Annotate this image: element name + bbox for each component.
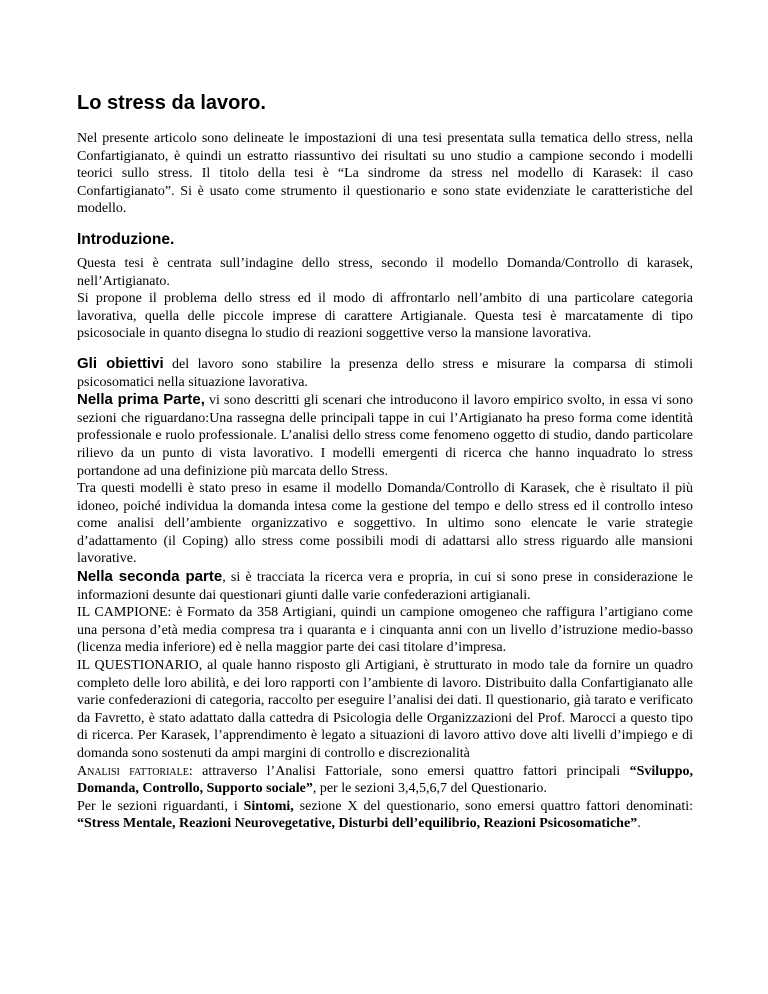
analisi-text-1: : attraverso l’Analisi Fattoriale, sono emersi quattro fattori principali <box>188 763 630 779</box>
intro-paragraph: Nel presente articolo sono delineate le impostazioni di una tesi presentata sulla tematica dello stress, nella Confartigianato, è quindi un estratto riassuntivo dei risultati su uno studio a campione secondo i modelli teorici sullo stress. Il titolo della tesi è “La sindrome da stress nel modello di Karasek: il caso Confartigianato”. Si è usato come strumento il questionario e sono state evidenziate le caratteristiche del modello. <box>77 131 693 217</box>
analisi-label: Analisi fattoriale <box>77 763 189 779</box>
sintomi-paragraph <box>77 798 693 833</box>
prima-parte-lead: Nella prima Parte, <box>77 391 205 409</box>
sintomi-text-2: sezione X del questionario, sono emersi quattro fattori denominati: <box>293 798 694 814</box>
obiettivi-lead: Gli obiettivi <box>77 354 164 372</box>
analisi-text-2: , per le sezioni 3,4,5,6,7 del Questionario. <box>312 781 547 797</box>
section-heading: Introduzione. <box>77 230 175 248</box>
analisi-factors: “Sviluppo, Domanda, Controllo, Supporto sociale” <box>77 763 693 797</box>
document-body <box>77 90 693 833</box>
obiettivi-paragraph <box>77 355 693 391</box>
seconda-parte-lead: Nella seconda parte <box>77 568 223 586</box>
seconda-parte-paragraph <box>77 568 693 604</box>
analisi-paragraph <box>77 763 693 798</box>
sintomi-label: Sintomi, <box>243 798 294 814</box>
section-paragraph-2: Si propone il problema dello stress ed il modo di affrontarlo nell’ambito di una particolare categoria lavorativa, quella delle piccole imprese di carattere Artigianale. Questa tesi è marcatamente di tipo psicosociale in quanto disegna lo studio di reazioni soggettive verso la mansione lavorativa. <box>77 291 693 342</box>
modelli-paragraph: Tra questi modelli è stato preso in esame il modello Domanda/Controllo di Karasek, che è risultato il più idoneo, poiché individua la domanda intesa come la gestione del tempo e dello stress ed il controllo inteso come analisi dell’ambiente organizzativo e soggettivo. In ultimo sono elencate le varie strategie d’adattamento (il Coping) allo stress come possibili modi di adattarsi allo stress riguardo alle mansioni lavorative. <box>77 481 693 567</box>
document-title: Lo stress da lavoro. <box>77 92 266 114</box>
sintomi-factors: “Stress Mentale, Reazioni Neurovegetative, Disturbi dell’equilibrio, Reazioni Psicosomatiche” <box>77 816 638 832</box>
obiettivi-text: del lavoro sono stabilire la presenza dello stress e misurare la comparsa di stimoli psicosomatici nella situazione lavorativa. <box>77 356 693 390</box>
campione-paragraph: IL CAMPIONE: è Formato da 358 Artigiani, quindi un campione omogeneo che raffigura l’artigiano come una persona d’età media compresa tra i quaranta e i cinquanta anni con un livello d’istruzione medio-basso (licenza media inferiore) ed è nella maggior parte dei casi titolare d’impresa. <box>77 605 693 656</box>
prima-parte-paragraph <box>77 391 693 480</box>
prima-parte-text: vi sono descritti gli scenari che introducono il lavoro empirico svolto, in essa vi sono sezioni che riguardano:Una rassegna delle principali tappe in cui l’Artigianato ha preso forma come identità professionale e ruolo professionale. L’analisi dello stress come fenomeno oggetto di studio, dando particolare rilievo da un punto di vista lavorativo. I modelli emergenti di ricerca che hanno inquadrato lo stress portandone ad una definizione più marcata dello Stress. <box>77 393 693 479</box>
questionario-paragraph: IL QUESTIONARIO, al quale hanno risposto gli Artigiani, è strutturato in modo tale da fornire un quadro completo delle loro abilità, e dei loro rapporti con l’ambiente di lavoro. Distribuito dalla Confartigianato alle varie confederazioni di categoria, raccolto per eseguire l’analisi dei dati. Il questionario, già tarato e verificato da Favretto, è stato adattato dalla cattedra di Psicologia delle Organizzazioni del Prof. Marocci a questo tipo di ricerca. Per Karasek, l’apprendimento è legato a situazioni di lavoro attivo dove alti livelli d’impiego e di domanda sono sostenuti da ampi margini di controllo e discrezionalità <box>77 658 693 761</box>
sintomi-end: . <box>637 816 641 832</box>
sintomi-text-1: Per le sezioni riguardanti, i <box>77 798 244 814</box>
seconda-parte-text: , si è tracciata la ricerca vera e propria, in cui si sono prese in considerazione le informazioni desunte dai questionari giunti dalle varie confederazioni artigianali. <box>77 570 693 603</box>
section-paragraph-1: Questa tesi è centrata sull’indagine dello stress, secondo il modello Domanda/Controllo di karasek, nell’Artigianato. <box>77 255 693 289</box>
